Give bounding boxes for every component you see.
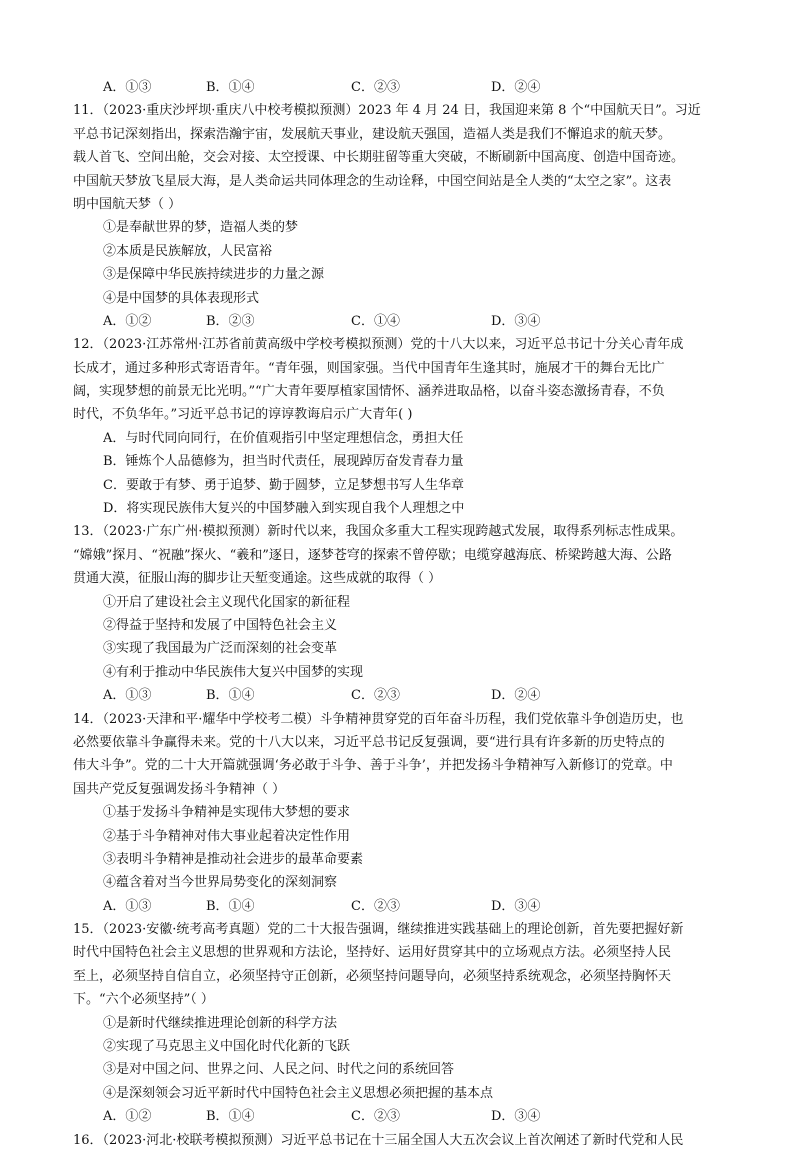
question-text-line: 明中国航天梦（ ） <box>73 196 182 212</box>
statement: ①是新时代继续推进理论创新的科学方法 <box>103 1015 338 1031</box>
statement: ②基于斗争精神对伟大事业起着决定性作用 <box>103 828 351 844</box>
statement: ④有利于推动中华民族伟大复兴中国梦的实现 <box>103 664 364 680</box>
q13-options <box>103 684 723 707</box>
question-text-line: 时代，不负华年。”习近平总书记的谆谆教诲启示广大青年( ) <box>73 407 413 423</box>
statement: ②实现了马克思主义中国化时代化新的飞跃 <box>103 1039 351 1055</box>
option-b: B．①④ <box>206 898 255 914</box>
option-a: A．①③ <box>103 688 152 704</box>
statement: ④蕴含着对当今世界局势变化的深刻洞察 <box>103 875 338 891</box>
choice-line: C．要敢于有梦、勇于追梦、勤于圆梦，立足梦想书写人生华章 <box>103 477 464 493</box>
option-d: D．②④ <box>491 80 541 95</box>
question-16 <box>73 1129 723 1152</box>
question-text-line: 15．（2023·安徽·统考高考真题）党的二十大报告强调，继续推进实践基础上的理论创新，首先要把握好新 <box>73 922 684 938</box>
option-b: B．①④ <box>206 80 255 95</box>
statement: ③表明斗争精神是推动社会进步的最革命要素 <box>103 851 364 867</box>
question-list <box>73 76 723 1152</box>
option-b: B．①④ <box>206 688 255 704</box>
question-text-line: “嫦娥”探月、“祝融”探火、“羲和”逐日，逐梦苍穹的探索不曾停歇；电缆穿越海底、桥梁跨越大海、公路 <box>73 547 672 563</box>
question-text-line: 伟大斗争”。党的二十大开篇就强调‘务必敢于斗争、善于斗争’，并把发扬斗争精神写入新修订的党章。中 <box>73 758 673 774</box>
question-text-line: 14．（2023·天津和平·耀华中学校考二模）斗争精神贯穿党的百年奋斗历程，我们党依靠斗争创造历史，也 <box>73 711 684 727</box>
statement: ②得益于坚持和发展了中国特色社会主义 <box>103 617 338 633</box>
statement: ③实现了我国最为广泛而深刻的社会变革 <box>103 641 338 657</box>
option-c: C．①④ <box>351 313 400 329</box>
q15-options <box>103 1105 723 1128</box>
question-text-line: 长成才，通过多种形式寄语青年。“青年强，则国家强。当代中国青年生逢其时，施展才干的舞台无比广 <box>73 360 665 376</box>
question-12 <box>73 333 723 520</box>
question-text-line: 阔，实现梦想的前景无比光明。”“广大青年要厚植家国情怀、涵养进取品格，以奋斗姿态激扬青春，不负 <box>73 384 665 400</box>
question-text-line: 12．（2023·江苏常州·江苏省前黄高级中学校考模拟预测）党的十八大以来，习近平总书记十分关心青年成 <box>73 337 684 353</box>
statement: ③是对中国之问、世界之问、人民之问、时代之问的系统回答 <box>103 1062 455 1078</box>
statement: ②本质是民族解放，人民富裕 <box>103 243 273 259</box>
statement: ①基于发扬斗争精神是实现伟大梦想的要求 <box>103 805 351 821</box>
option-a: A．①② <box>103 313 152 329</box>
option-d: D．③④ <box>491 313 541 329</box>
option-a: A．①③ <box>103 80 152 95</box>
option-d: D．③④ <box>491 1109 541 1125</box>
statement: ③是保障中华民族持续进步的力量之源 <box>103 267 325 283</box>
question-text-line: 平总书记深刻指出，探索浩瀚宇宙，发展航天事业，建设航天强国，造福人类是我们不懈追求的航天梦。 <box>73 126 672 142</box>
option-c: C．②③ <box>351 898 400 914</box>
question-text-line: 13．（2023·广东广州·模拟预测）新时代以来，我国众多重大工程实现跨越式发展，取得系列标志性成果。 <box>73 524 684 540</box>
option-c: C．②③ <box>351 80 400 95</box>
option-a: A．①② <box>103 1109 152 1125</box>
option-b: B．①④ <box>206 1109 255 1125</box>
question-15 <box>73 918 723 1129</box>
question-text-line: 16．（2023·河北·校联考模拟预测）习近平总书记在十三届全国人大五次会议上首次阐述了新时代党和人民 <box>73 1132 684 1148</box>
option-a: A．①③ <box>103 898 152 914</box>
statement: ④是深刻领会习近平新时代中国特色社会主义思想必须把握的基本点 <box>103 1085 494 1101</box>
q10-options <box>103 76 723 99</box>
option-c: C．②③ <box>351 688 400 704</box>
option-c: C．②③ <box>351 1109 400 1125</box>
question-text-line: 国共产党反复强调发扬斗争精神（ ） <box>73 781 286 797</box>
option-d: D．②④ <box>491 688 541 704</box>
question-text-line: 中国航天梦放飞星辰大海，是人类命运共同体理念的生动诠释，中国空间站是全人类的“太空之家”。这表 <box>73 173 672 189</box>
question-text-line: 必然要依靠斗争赢得未来。党的十八大以来，习近平总书记反复强调，要“进行具有许多新的历史特点的 <box>73 734 665 750</box>
question-13 <box>73 520 723 707</box>
question-11 <box>73 99 723 333</box>
question-text-line: 载人首飞、空间出舱，交会对接、太空授课、中长期驻留等重大突破，不断刷新中国高度、创造中国奇迹。 <box>73 150 685 166</box>
question-text-line: 贯通大漠，征服山海的脚步让天堑变通途。这些成就的取得（ ） <box>73 571 442 587</box>
question-text-line: 至上，必须坚持自信自立，必须坚持守正创新，必须坚持问题导向，必须坚持系统观念，必须坚持胸怀天 <box>73 968 672 984</box>
option-b: B．②③ <box>206 313 255 329</box>
question-text-line: 11．（2023·重庆沙坪坝·重庆八中校考模拟预测）2023 年 4 月 24 日，我国迎来第 8 个“中国航天日”。习近 <box>73 103 701 119</box>
question-14 <box>73 708 723 919</box>
choice-line: A．与时代同向同行，在价值观指引中坚定理想信念，勇担大任 <box>103 430 464 446</box>
q14-options <box>103 895 723 918</box>
question-text-line: 下。“六个必须坚持”（ ） <box>73 992 214 1008</box>
choice-line: B．锤炼个人品德修为，担当时代责任，展现踔厉奋发青春力量 <box>103 454 464 470</box>
q11-options <box>103 310 723 333</box>
statement: ④是中国梦的具体表现形式 <box>103 290 260 306</box>
choice-line: D．将实现民族伟大复兴的中国梦融入到实现自我个人理想之中 <box>103 501 465 517</box>
question-text-line: 时代中国特色社会主义思想的世界观和方法论，坚持好、运用好贯穿其中的立场观点方法。必须坚持人民 <box>73 945 672 961</box>
statement: ①是奉献世界的梦，造福人类的梦 <box>103 220 299 236</box>
option-d: D．③④ <box>491 898 541 914</box>
statement: ①开启了建设社会主义现代化国家的新征程 <box>103 594 351 610</box>
